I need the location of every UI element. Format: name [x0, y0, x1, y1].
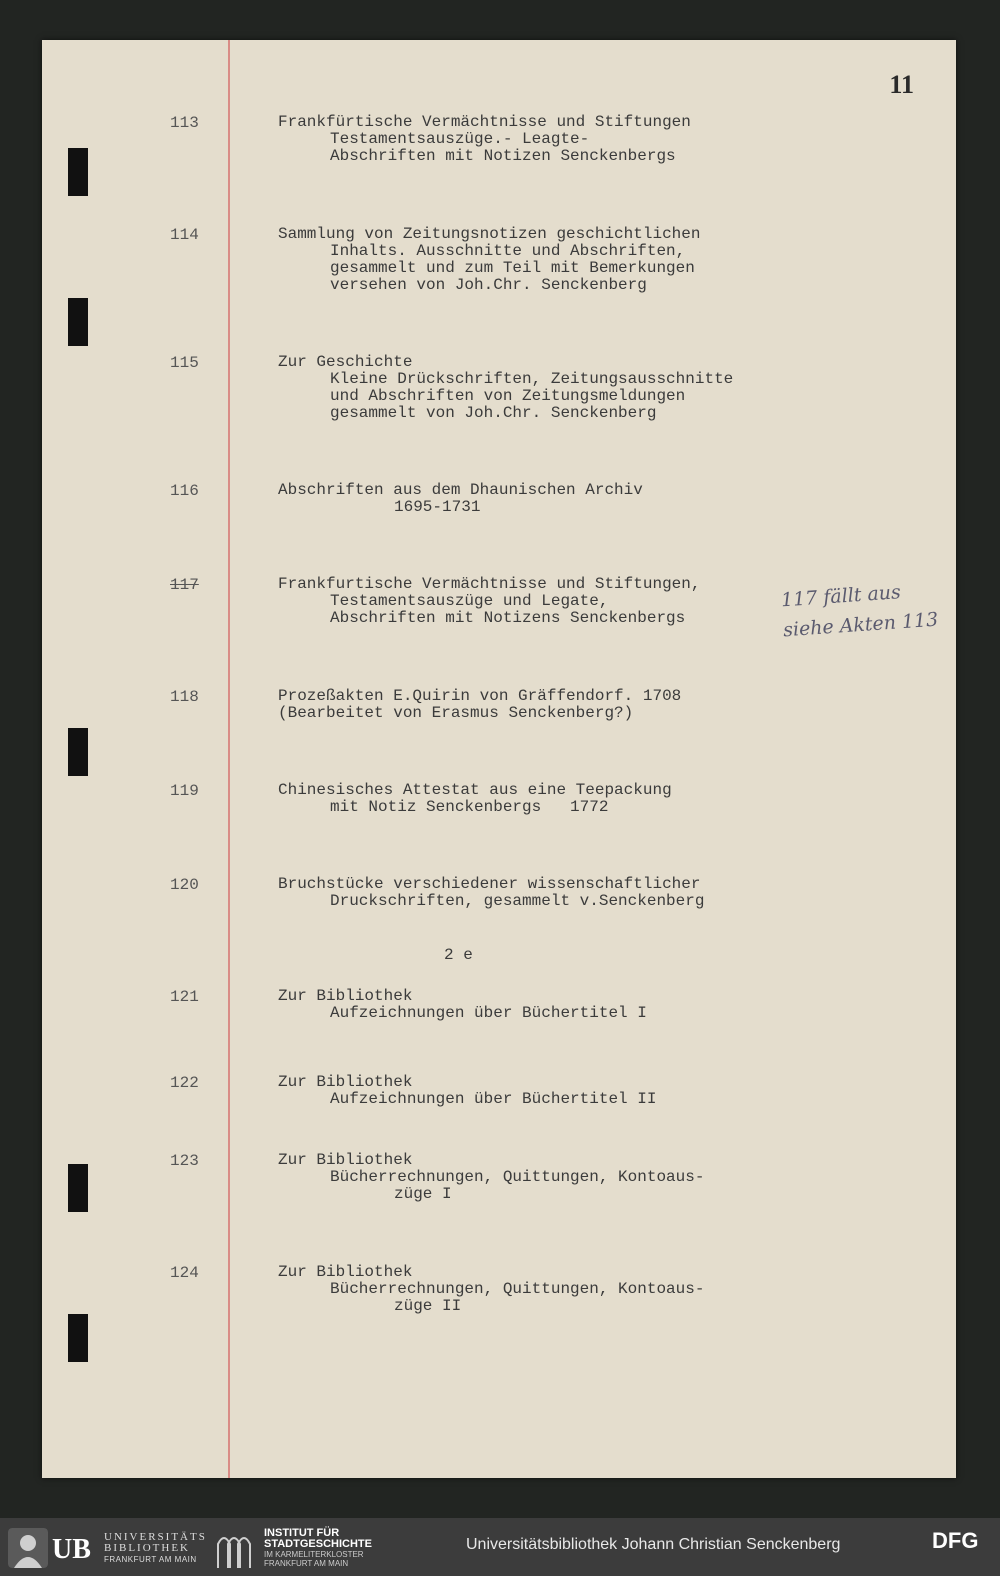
dfg-logo[interactable]: DFG — [932, 1528, 979, 1553]
entry-number: 117 — [170, 576, 199, 594]
entry-title: Prozeßakten E.Quirin von Gräffendorf. 1708 — [278, 687, 682, 705]
entry-line: gesammelt von Joh.Chr. Senckenberg — [330, 404, 657, 422]
library-name[interactable]: Universitätsbibliothek Johann Christian Senckenberg — [466, 1536, 841, 1553]
entry-line: gesammelt und zum Teil mit Bemerkungen — [330, 259, 695, 277]
entry-line: Abschriften mit Notizens Senckenbergs — [330, 609, 686, 627]
entry-number: 118 — [170, 688, 199, 706]
ub-letters: UB — [52, 1534, 91, 1565]
entry-number: 121 — [170, 988, 199, 1006]
page-number: 11 — [889, 70, 914, 99]
arches-icon — [214, 1526, 258, 1570]
entry-number: 116 — [170, 482, 199, 500]
entry-line: mit Notiz Senckenbergs 1772 — [330, 798, 609, 816]
entry-title: Sammlung von Zeitungsnotizen geschichtlichen — [278, 225, 701, 243]
isg-line-3: IM KARMELITERKLOSTER — [264, 1550, 364, 1559]
entry-line: züge II — [394, 1297, 462, 1315]
isg-text — [264, 1528, 372, 1568]
portrait-icon — [8, 1528, 48, 1568]
entry-line: Inhalts. Ausschnitte und Abschriften, — [330, 242, 686, 260]
entry-number: 123 — [170, 1152, 199, 1170]
entry-line: Abschriften mit Notizen Senckenbergs — [330, 147, 676, 165]
entry-number: 120 — [170, 876, 199, 894]
entry-line: Bücherrechnungen, Quittungen, Kontoaus- — [330, 1280, 705, 1298]
isg-line-2: STADTGESCHICHTE — [264, 1538, 372, 1550]
punch-hole — [68, 298, 88, 346]
entry-number: 115 — [170, 354, 199, 372]
entry-title: Zur Geschichte — [278, 353, 413, 371]
punch-hole — [68, 728, 88, 776]
entry-line: Aufzeichnungen über Büchertitel I — [330, 1004, 647, 1022]
entry-line: Aufzeichnungen über Büchertitel II — [330, 1090, 657, 1108]
handwritten-note — [780, 575, 939, 646]
handwritten-note-line: 117 fällt aus — [780, 581, 902, 612]
entry-title: Abschriften aus dem Dhaunischen Archiv — [278, 481, 643, 499]
margin-line — [228, 40, 230, 1478]
entry-number: 114 — [170, 226, 199, 244]
entry-line: züge I — [394, 1185, 452, 1203]
entry-title: Chinesisches Attestat aus eine Teepackung — [278, 781, 672, 799]
entry-line: Testamentsauszüge und Legate, — [330, 592, 609, 610]
entry-line: 1695-1731 — [394, 498, 481, 516]
entry-title: Zur Bibliothek — [278, 1263, 413, 1281]
footer-bar — [0, 1518, 1000, 1576]
ub-text — [104, 1532, 207, 1565]
punch-hole — [68, 1314, 88, 1362]
entry-line: Testamentsauszüge.- Leagte- — [330, 130, 590, 148]
entry-line: (Bearbeitet von Erasmus Senckenberg?) — [278, 704, 634, 722]
punch-hole — [68, 1164, 88, 1212]
ub-line-1: UNIVERSITÄTS — [104, 1531, 207, 1543]
isg-line-1: INSTITUT FÜR — [264, 1527, 340, 1539]
ub-logo[interactable] — [8, 1528, 207, 1568]
ub-line-2: BIBLIOTHEK — [104, 1542, 190, 1554]
entry-line: Bücherrechnungen, Quittungen, Kontoaus- — [330, 1168, 705, 1186]
entry-title: Zur Bibliothek — [278, 1151, 413, 1169]
punch-hole — [68, 148, 88, 196]
entry-title: Bruchstücke verschiedener wissenschaftlicher — [278, 875, 701, 893]
entry-title: Zur Bibliothek — [278, 987, 413, 1005]
entry-line: Druckschriften, gesammelt v.Senckenberg — [330, 892, 705, 910]
section-mark: 2 e — [444, 946, 473, 964]
handwritten-note-line: siehe Akten 113 — [782, 608, 939, 642]
entry-number: 124 — [170, 1264, 199, 1282]
ub-line-3: FRANKFURT AM MAIN — [104, 1555, 197, 1564]
isg-logo[interactable] — [214, 1526, 414, 1570]
document-page — [42, 40, 956, 1478]
entry-line: versehen von Joh.Chr. Senckenberg — [330, 276, 647, 294]
entry-title: Frankfurtische Vermächtnisse und Stiftungen, — [278, 575, 701, 593]
entry-title: Zur Bibliothek — [278, 1073, 413, 1091]
entry-number: 113 — [170, 114, 199, 132]
entry-number: 119 — [170, 782, 199, 800]
entry-line: Kleine Drückschriften, Zeitungsausschnitte — [330, 370, 734, 388]
entry-number: 122 — [170, 1074, 199, 1092]
entry-title: Frankfürtische Vermächtnisse und Stiftungen — [278, 113, 691, 131]
entry-line: und Abschriften von Zeitungsmeldungen — [330, 387, 686, 405]
isg-line-4: FRANKFURT AM MAIN — [264, 1559, 349, 1568]
